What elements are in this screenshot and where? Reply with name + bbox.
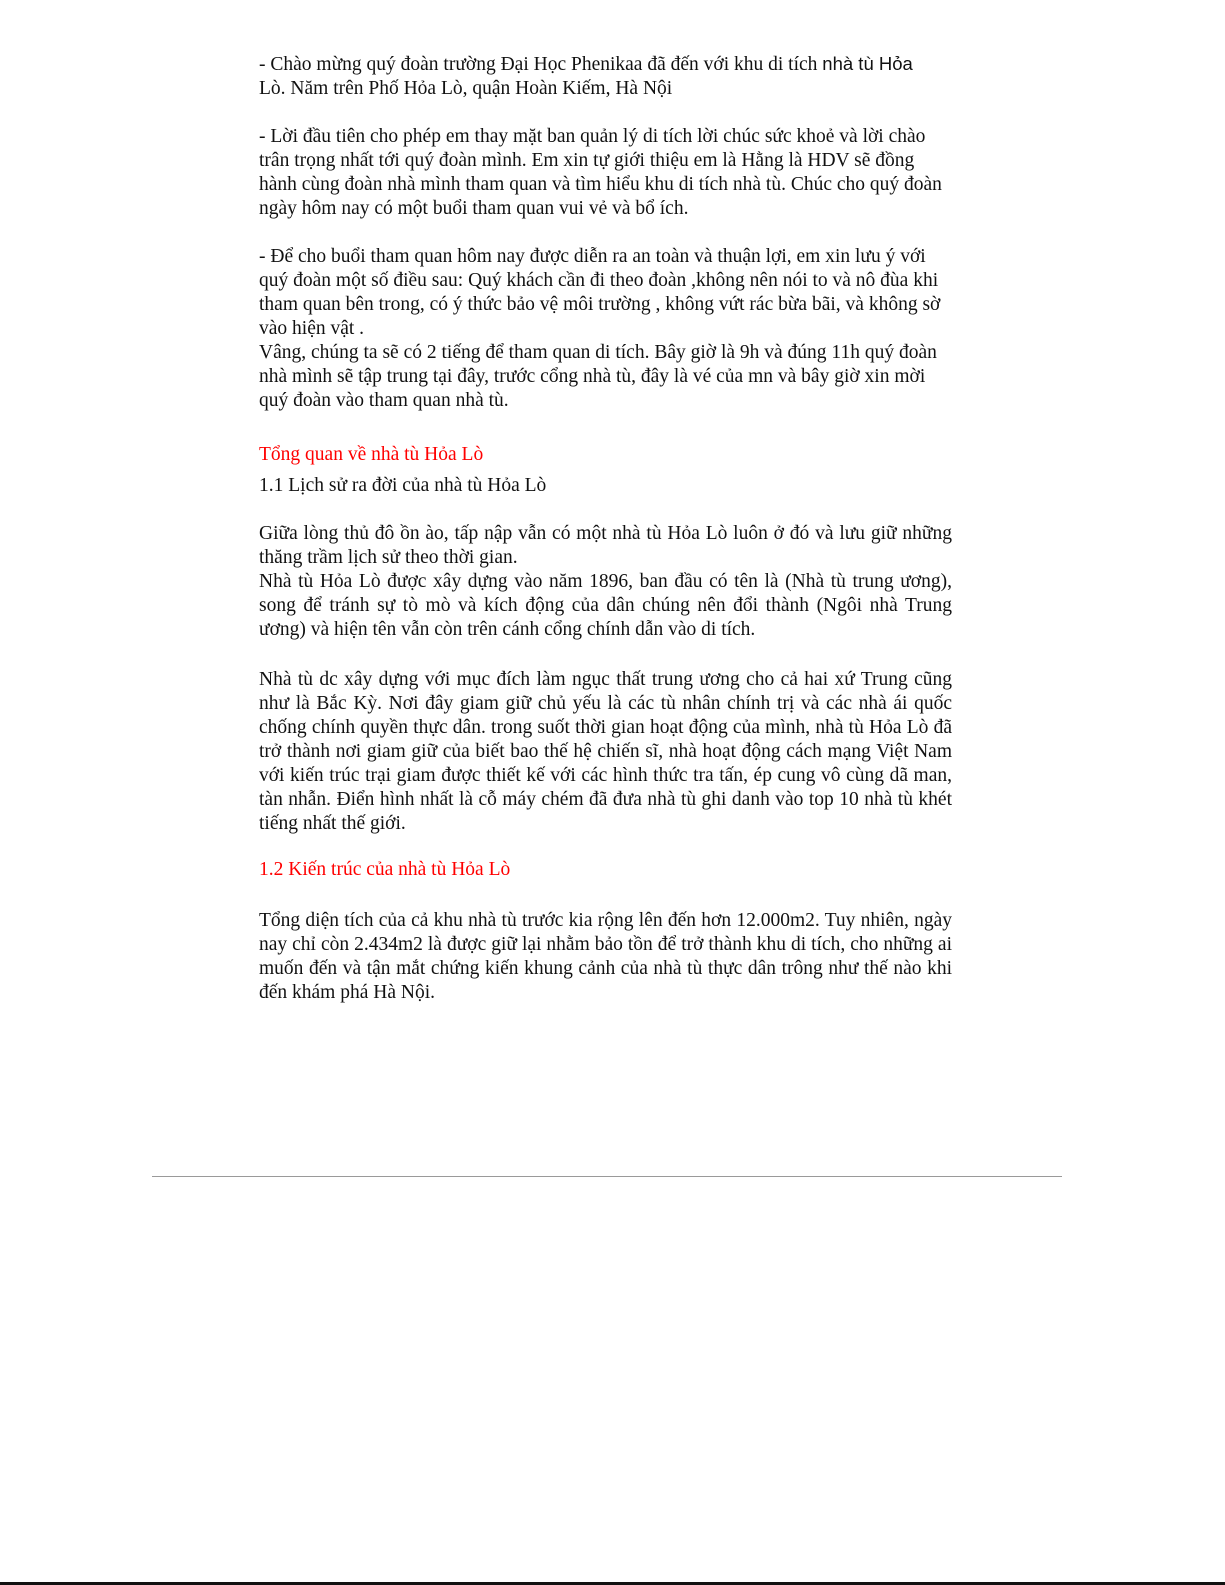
greeting-paragraph: - Lời đầu tiên cho phép em thay mặt ban quản lý di tích lời chúc sức khoẻ và lời chào trân trọng nhất tới quý đoàn mình. Em xin tự giới thiệu em là Hằng là HDV sẽ đồng hành cùng đoàn nhà mình tham quan và tìm hiểu khu di tích nhà tù. Chúc cho quý đoàn ngày hôm nay có một buổi tham quan vui vẻ và bổ ích. (259, 126, 942, 219)
heading-architecture: 1.2 Kiến trúc của nhà tù Hỏa Lò (259, 859, 511, 880)
history-paragraph-1: Giữa lòng thủ đô ồn ào, tấp nập vẫn có một nhà tù Hỏa Lò luôn ở đó và lưu giữ những thăng trầm lịch sử theo thời gian. (259, 523, 952, 568)
notes-paragraph: - Để cho buổi tham quan hôm nay được diễn ra an toàn và thuận lợi, em xin lưu ý với quý đoàn một số điều sau: Quý khách cần đi theo đoàn ,không nên nói to và nô đùa khi tham quan bên trong, có ý thức bảo vệ môi trường , không vứt rác bừa bãi, và không sờ vào hiện vật . (259, 246, 941, 339)
heading-overview: Tổng quan về nhà tù Hỏa Lò (259, 444, 484, 465)
intro-line1-text: - Chào mừng quý đoàn trường Đại Học Phenikaa đã đến với khu di tích (259, 54, 823, 75)
intro-line2-text: Lò. Năm trên Phố Hỏa Lò, quận Hoàn Kiếm, Hà Nội (259, 78, 673, 99)
heading-history: 1.1 Lịch sử ra đời của nhà tù Hỏa Lò (259, 475, 547, 496)
document-body (259, 52, 952, 1005)
history-paragraph-3: Nhà tù dc xây dựng với mục đích làm ngục thất trung ương cho cả hai xứ Trung cũng như là Bắc Kỳ. Nơi đây giam giữ chủ yếu là các tù nhân chính trị và các nhà ái quốc chống chính quyền thực dân. trong suốt thời gian hoạt động của mình, nhà tù Hỏa Lò đã trở thành nơi giam giữ của biết bao thế hệ chiến sĩ, nhà hoạt động cách mạng Việt Nam với kiến trúc trại giam được thiết kế với các hình thức tra tấn, ép cung vô cùng dã man, tàn nhẫn. Điển hình nhất là cỗ máy chém đã đưa nhà tù ghi danh vào top 10 nhà tù khét tiếng nhất thế giới. (259, 669, 952, 834)
page-separator-line (152, 1176, 1062, 1177)
intro-paragraph (259, 52, 952, 101)
intro-line1-sans-text: nhà tù Hỏa (822, 53, 913, 74)
schedule-paragraph: Vâng, chúng ta sẽ có 2 tiếng để tham quan di tích. Bây giờ là 9h và đúng 11h quý đoàn nhà mình sẽ tập trung tại đây, trước cổng nhà tù, đây là vé của mn và bây giờ xin mời quý đoàn vào tham quan nhà tù. (259, 342, 937, 411)
architecture-paragraph-1: Tổng diện tích của cả khu nhà tù trước kia rộng lên đến hơn 12.000m2. Tuy nhiên, ngày nay chỉ còn 2.434m2 là được giữ lại nhằm bảo tồn để trở thành khu di tích, cho những ai muốn đến và tận mắt chứng kiến khung cảnh của nhà tù thực dân trông như thế nào khi đến khám phá Hà Nội. (259, 910, 952, 1003)
history-paragraph-2: Nhà tù Hỏa Lò được xây dựng vào năm 1896, ban đầu có tên là (Nhà tù trung ương), song để tránh sự tò mò và kích động của dân chúng nên đổi thành (Ngôi nhà Trung ương) và hiện tên vẫn còn trên cánh cổng chính dẫn vào di tích. (259, 571, 952, 640)
